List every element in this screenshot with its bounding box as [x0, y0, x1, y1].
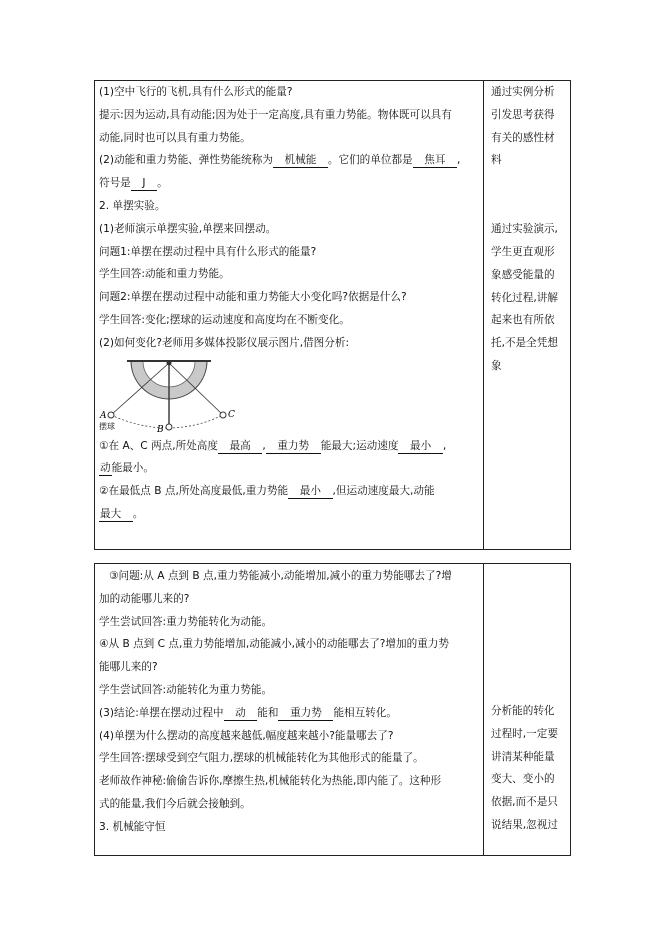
text-line	[99, 457, 479, 480]
text-fragment: 能和	[257, 706, 279, 719]
label-a: A	[100, 410, 107, 421]
text-fragment: 。它们的单位都是	[327, 154, 413, 167]
label-ball: 摆球	[99, 421, 115, 431]
text-line: (4)单摆为什么摆动的高度越来越低,幅度越来越小?能量哪去了?	[99, 729, 394, 742]
text-line: (2)如何变化?老师用多媒体投影仪展示图片,借图分析:	[99, 336, 350, 349]
text-line	[99, 435, 479, 458]
blank-answer: 最高	[219, 439, 262, 452]
text-line: 动能,同时也可以具有重力势能。	[99, 131, 251, 144]
blank-answer: 重力势	[266, 439, 320, 452]
blank-answer: 最小	[289, 485, 332, 498]
text-line: 学生回答:摆球受到空气阻力,摆球的机械能转化为其他形式的能量了。	[99, 752, 424, 765]
text-fragment: 符号是	[99, 177, 131, 190]
text-line: ④从 B 点到 C 点,重力势能增加,动能减小,减小的动能哪去了?增加的重力势	[99, 638, 449, 651]
text-line: 学生尝试回答:重力势能转化为动能。	[99, 615, 273, 628]
text-line: (1)老师演示单摆实验,单摆来回摆动。	[99, 222, 277, 235]
text-line: 问题1:单摆在摆动过程中具有什么形式的能量?	[99, 245, 317, 258]
blank-answer: 动	[100, 462, 111, 475]
text-line	[99, 503, 479, 526]
blank-answer: 动	[224, 706, 257, 719]
text-line	[99, 149, 479, 172]
text-fragment: ,但运动速度最大,动能	[332, 485, 435, 498]
text-fragment: ②在最低点 B 点,所处高度最低,重力势能	[99, 485, 289, 498]
text-fragment: ,	[442, 439, 447, 452]
blank-answer: 机械能	[273, 154, 327, 167]
side-note: 通过实例分析引发思考获得有关的感性材料	[491, 86, 555, 167]
side-note-cell	[491, 81, 565, 378]
side-note: 分析能的转化过程时,一定要讲清某种能量变大、变小的依据,而不是只说结果,忽视过	[491, 705, 558, 831]
column-divider	[483, 81, 484, 549]
text-line: 问题2:单摆在摆动过程中动能和重力势能大小变化吗?依据是什么?	[99, 291, 407, 304]
text-line	[99, 480, 479, 503]
lesson-table-1	[94, 80, 571, 550]
text-line	[99, 172, 479, 195]
column-divider	[483, 564, 484, 855]
pendulum-diagram	[99, 357, 299, 433]
blank-answer: 最大	[100, 507, 132, 520]
text-line: 学生回答:变化;摆球的运动速度和高度均在不断变化。	[99, 313, 350, 326]
text-line: 学生尝试回答:动能转化为重力势能。	[99, 683, 273, 696]
text-fragment: 。	[157, 177, 168, 190]
text-line: 3. 机械能守恒	[99, 820, 166, 833]
text-fragment: ①在 A、C 两点,所处高度	[99, 439, 218, 452]
blank-answer: J	[131, 177, 157, 190]
blank-answer: 焦耳	[413, 154, 457, 167]
blank-answer: 重力势	[279, 706, 333, 719]
text-fragment: (3)结论:单摆在摆动过程中	[99, 706, 224, 719]
text-line: 式的能量,我们今后就会接触到。	[99, 797, 251, 810]
text-fragment: (2)动能和重力势能、弹性势能统称为	[99, 154, 273, 167]
blank-answer: 最小	[399, 439, 442, 452]
text-fragment: ,	[457, 154, 461, 167]
text-line: 加的动能哪儿来的?	[99, 592, 190, 605]
label-b: B	[157, 424, 164, 433]
text-line: 2. 单摆实验。	[99, 199, 166, 212]
text-fragment: 能最小。	[111, 462, 154, 475]
text-fragment: 能相互转化。	[333, 706, 398, 719]
text-line: ③问题:从 A 点到 B 点,重力势能减小,动能增加,减小的重力势能哪去了?增	[109, 570, 452, 582]
label-c: C	[228, 409, 235, 420]
text-line: 提示:因为运动,具有动能;因为处于一定高度,具有重力势能。物体既可以具有	[99, 108, 452, 121]
main-content-cell	[99, 81, 479, 526]
text-line: 老师故作神秘:偷偷告诉你,摩擦生热,机械能转化为热能,即内能了。这种形	[99, 775, 442, 788]
text-fragment: ,	[262, 439, 266, 452]
text-line: (1)空中飞行的飞机,具有什么形式的能量?	[99, 86, 293, 98]
main-content-cell	[99, 565, 479, 839]
text-fragment: 。	[132, 507, 144, 520]
text-fragment: 能最大;运动速度	[320, 439, 399, 452]
text-line	[99, 702, 479, 725]
text-line: 学生回答:动能和重力势能。	[99, 268, 230, 281]
side-note-cell	[491, 700, 565, 837]
side-note: 通过实验演示,学生更直观形象感受能量的转化过程,讲解起来也有所依托,不是全凭想象	[491, 223, 558, 372]
text-line: 能哪儿来的?	[99, 661, 158, 674]
lesson-table-2	[94, 563, 571, 856]
